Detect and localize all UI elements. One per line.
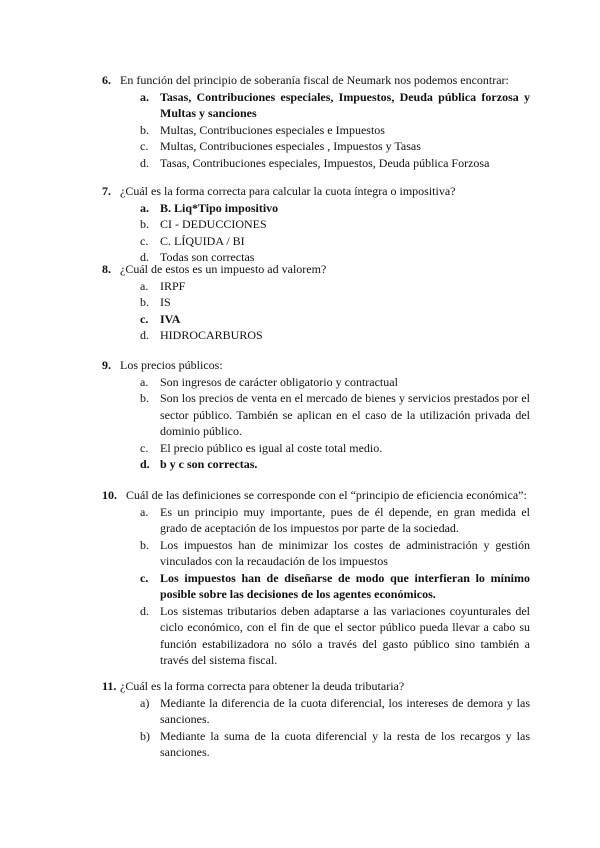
option-letter: a. — [140, 200, 149, 215]
option-c — [140, 138, 530, 155]
question-text: En función del principio de soberanía fiscal de Neumark nos podemos encontrar: — [120, 73, 509, 87]
option-text: HIDROCARBUROS — [160, 328, 263, 342]
option-text: IVA — [160, 311, 181, 326]
option-letter: c. — [140, 570, 149, 585]
option-letter: b. — [140, 391, 149, 405]
option-letter: b) — [140, 728, 150, 743]
option-text: IS — [160, 295, 171, 309]
option-b — [140, 122, 530, 139]
option-text: Son los precios de venta en el mercado de bienes y servicios prestados por el sector público. También se aplican en el caso de la utilización privada del dominio público. — [160, 391, 530, 438]
option-a — [140, 200, 530, 217]
option-text: C. LÍQUIDA / BI — [160, 233, 245, 248]
option-text: B. Liq*Tipo impositivo — [160, 200, 279, 215]
option-letter: a. — [140, 278, 149, 293]
question-text: Los precios públicos: — [120, 358, 223, 372]
question-10 — [102, 487, 530, 669]
option-letter: c. — [140, 233, 149, 248]
question-number: 7. — [102, 184, 111, 198]
question-number: 6. — [102, 73, 111, 87]
question-7 — [102, 183, 530, 266]
question-text: ¿Cuál de estos es un impuesto ad valorem? — [120, 262, 327, 276]
option-text: El precio público es igual al coste total medio. — [160, 440, 383, 455]
question-number: 11. — [102, 679, 117, 693]
question-8 — [102, 261, 530, 344]
option-letter: b. — [140, 122, 149, 137]
option-c — [140, 440, 530, 457]
option-b — [140, 728, 530, 761]
option-a — [140, 695, 530, 728]
option-d — [140, 155, 530, 172]
option-d — [140, 603, 530, 669]
option-text: Mediante la suma de la cuota diferencial y la resta de los recargos y las sanciones. — [160, 728, 530, 759]
option-a — [140, 89, 530, 122]
option-letter: c. — [140, 440, 149, 455]
question-number: 10. — [102, 488, 117, 502]
option-text: Multas, Contribuciones especiales , Impuestos y Tasas — [160, 139, 421, 153]
option-letter: a. — [140, 504, 149, 519]
question-number: 9. — [102, 358, 111, 372]
option-text: b y c son correctas. — [160, 457, 258, 471]
question-text: Cuál de las definiciones se corresponde con el “principio de eficiencia económica”: — [126, 488, 527, 502]
option-text: Los impuestos han de diseñarse de modo que interfieran lo mínimo posible sobre las decisiones de los agentes económicos. — [160, 570, 530, 601]
option-b — [140, 216, 530, 233]
option-b — [140, 390, 530, 440]
option-text: Los impuestos han de minimizar los costes de administración y gestión vinculados con la recaudación de los impuestos — [160, 537, 530, 568]
option-c — [140, 311, 530, 328]
option-text: CI - DEDUCCIONES — [160, 217, 267, 231]
option-text: Mediante la diferencia de la cuota diferencial, los intereses de demora y las sanciones. — [160, 695, 530, 726]
option-a — [140, 374, 530, 391]
option-letter: d. — [140, 457, 150, 471]
option-letter: d. — [140, 328, 149, 342]
option-text: Todas son correctas — [160, 250, 255, 264]
option-d — [140, 327, 530, 344]
option-text: Son ingresos de carácter obligatorio y contractual — [160, 374, 398, 389]
question-text: ¿Cuál es la forma correcta para calcular la cuota íntegra o impositiva? — [120, 184, 456, 198]
question-9 — [102, 357, 530, 473]
option-letter: a. — [140, 374, 149, 389]
option-letter: b. — [140, 537, 149, 552]
option-letter: b. — [140, 295, 149, 309]
option-text: Es un principio muy importante, pues de él depende, en gran medida el grado de aceptación de los impuestos por parte de la sociedad. — [160, 504, 530, 535]
option-d — [140, 456, 530, 473]
question-6 — [102, 72, 530, 171]
option-text: Multas, Contribuciones especiales e Impuestos — [160, 122, 385, 137]
option-text: Tasas, Contribuciones especiales, Impuestos, Deuda pública forzosa y Multas y sanciones — [160, 89, 530, 120]
option-letter: d. — [140, 155, 149, 170]
option-c — [140, 570, 530, 603]
option-letter: d. — [140, 250, 149, 264]
option-a — [140, 278, 530, 295]
option-letter: d. — [140, 603, 149, 618]
option-letter: b. — [140, 217, 149, 231]
option-letter: c. — [140, 139, 149, 153]
question-11 — [102, 678, 530, 761]
option-b — [140, 294, 530, 311]
option-letter: c. — [140, 311, 149, 326]
question-number: 8. — [102, 262, 111, 276]
option-letter: a) — [140, 695, 150, 710]
option-c — [140, 233, 530, 250]
question-text: ¿Cuál es la forma correcta para obtener la deuda tributaria? — [120, 679, 405, 693]
option-a — [140, 504, 530, 537]
option-b — [140, 537, 530, 570]
option-text: Los sistemas tributarios deben adaptarse a las variaciones coyunturales del ciclo económico, con el fin de que el sector público pueda llevar a cabo su función estabilizadora no sólo a través del gasto público sino también a través del sistema fiscal. — [160, 603, 530, 667]
option-text: Tasas, Contribuciones especiales, Impuestos, Deuda pública Forzosa — [160, 155, 490, 170]
option-text: IRPF — [160, 278, 186, 293]
option-letter: a. — [140, 89, 149, 104]
